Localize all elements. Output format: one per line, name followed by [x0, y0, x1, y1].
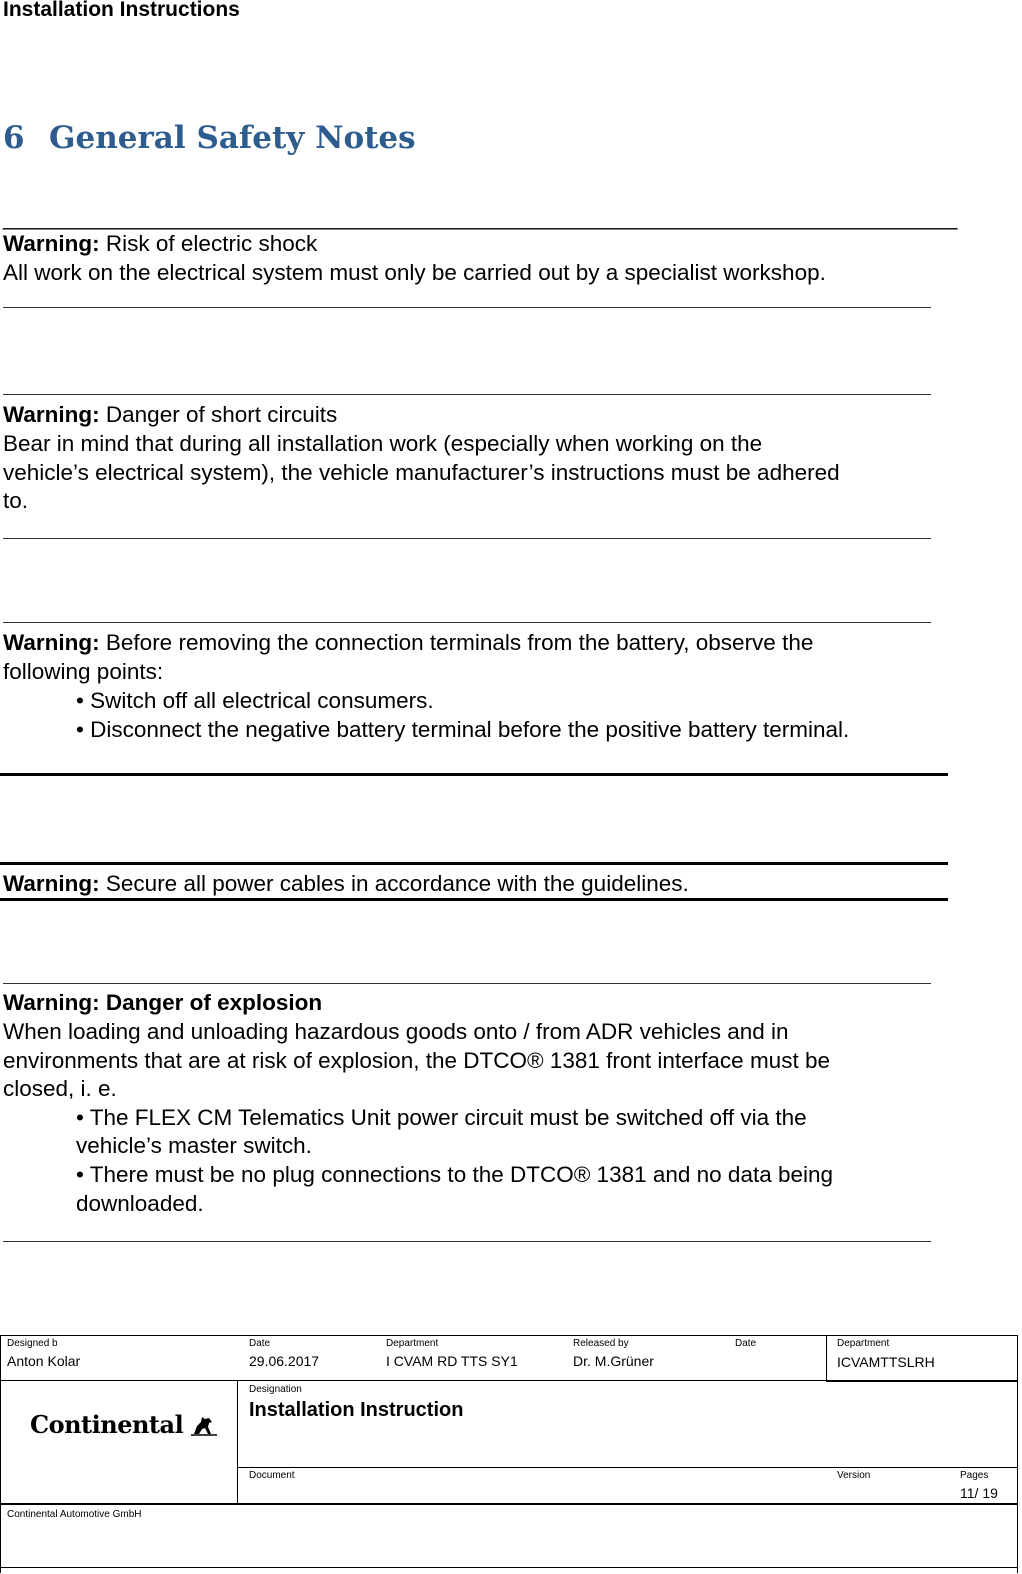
designation-label: Designation	[249, 1384, 302, 1395]
bullet-item: • There must be no plug connections to the DTCO® 1381 and no data being	[76, 1162, 834, 1187]
table-border	[0, 1380, 826, 1381]
warning-1-heading	[3, 229, 943, 258]
horse-icon	[191, 1414, 217, 1436]
warning-label: Warning: Danger of explosion	[3, 990, 323, 1015]
department2-value: ICVAMTTSLRH	[837, 1354, 935, 1370]
table-border	[0, 1567, 1018, 1568]
divider	[3, 538, 931, 539]
date-label: Date	[249, 1338, 271, 1349]
warning-2-body-line: Bear in mind that during all installation work (especially when working on the	[3, 431, 763, 456]
warning-1-body: All work on the electrical system must only be carried out by a specialist workshop.	[3, 260, 826, 285]
date-value: 29.06.2017	[249, 1353, 320, 1369]
warning-title: Danger of short circuits	[99, 402, 338, 427]
logo-wordmark: Continental	[30, 1410, 184, 1439]
date2-label: Date	[735, 1338, 757, 1349]
document-header-title: Installation Instructions	[3, 0, 240, 21]
table-border	[0, 1503, 1018, 1505]
released-by-value: Dr. M.Grüner	[573, 1353, 654, 1369]
warning-title: Secure all power cables in accordance with the guidelines.	[99, 871, 689, 896]
document-label: Document	[249, 1470, 295, 1481]
released-by-label: Released by	[573, 1338, 629, 1349]
warning-4-heading	[3, 869, 943, 898]
underline-separator: ______________________________________________________________________________	[3, 205, 958, 230]
department-value: I CVAM RD TTS SY1	[386, 1353, 518, 1369]
designed-by-value: Anton Kolar	[7, 1353, 81, 1369]
divider	[3, 983, 931, 984]
warning-5-body-line: environments that are at risk of explosion, the DTCO® 1381 front interface must be	[3, 1048, 830, 1073]
warning-label: Warning:	[3, 402, 100, 427]
company-name: Continental Automotive GmbH	[7, 1509, 142, 1520]
divider	[3, 307, 931, 308]
version-label: Version	[837, 1470, 871, 1481]
thick-divider	[0, 773, 948, 776]
warning-3-heading	[3, 628, 943, 657]
table-border	[237, 1380, 238, 1504]
pages-value: 11/ 19	[960, 1485, 998, 1501]
bullet-item: • Switch off all electrical consumers.	[76, 688, 434, 713]
bullet-item-continuation: vehicle’s master switch.	[76, 1133, 312, 1158]
warning-5-body-line: When loading and unloading hazardous goods onto / from ADR vehicles and in	[3, 1019, 789, 1044]
warning-5-body-line: closed, i. e.	[3, 1076, 117, 1101]
bullet-item-continuation: downloaded.	[76, 1191, 204, 1216]
designation-value: Installation Instruction	[249, 1399, 464, 1421]
bullet-item: • Disconnect the negative battery terminal before the positive battery terminal.	[76, 717, 850, 742]
continental-logo	[30, 1410, 217, 1439]
table-border	[0, 1335, 1018, 1336]
warning-3-body-line: following points:	[3, 659, 164, 684]
department-label: Department	[386, 1338, 439, 1349]
designed-by-label: Designed b	[7, 1338, 58, 1349]
table-border	[0, 1335, 1, 1573]
warning-label: Warning:	[3, 231, 100, 256]
warning-2-body-line: to.	[3, 488, 29, 513]
divider	[3, 1241, 931, 1242]
warning-title: Risk of electric shock	[99, 231, 318, 256]
bullet-item: • The FLEX CM Telematics Unit power circuit must be switched off via the	[76, 1105, 807, 1130]
thick-divider	[0, 862, 948, 865]
section-number: 6	[3, 120, 25, 156]
section-title: General Safety Notes	[49, 120, 416, 156]
warning-5-heading	[3, 988, 943, 1017]
divider	[3, 394, 931, 395]
divider	[3, 622, 931, 623]
section-heading	[3, 120, 416, 156]
warning-2-body-line: vehicle’s electrical system), the vehicle manufacturer’s instructions must be adhered	[3, 460, 840, 485]
warning-title: Before removing the connection terminals from the battery, observe the	[99, 630, 814, 655]
warning-label: Warning:	[3, 871, 100, 896]
table-border	[826, 1380, 1018, 1382]
table-border	[1017, 1335, 1018, 1573]
table-border	[237, 1467, 1018, 1468]
warning-label: Warning:	[3, 630, 100, 655]
thick-divider	[0, 898, 948, 901]
pages-label: Pages	[960, 1470, 989, 1481]
warning-2-heading	[3, 400, 943, 429]
table-border	[826, 1335, 827, 1380]
department2-label: Department	[837, 1338, 890, 1349]
